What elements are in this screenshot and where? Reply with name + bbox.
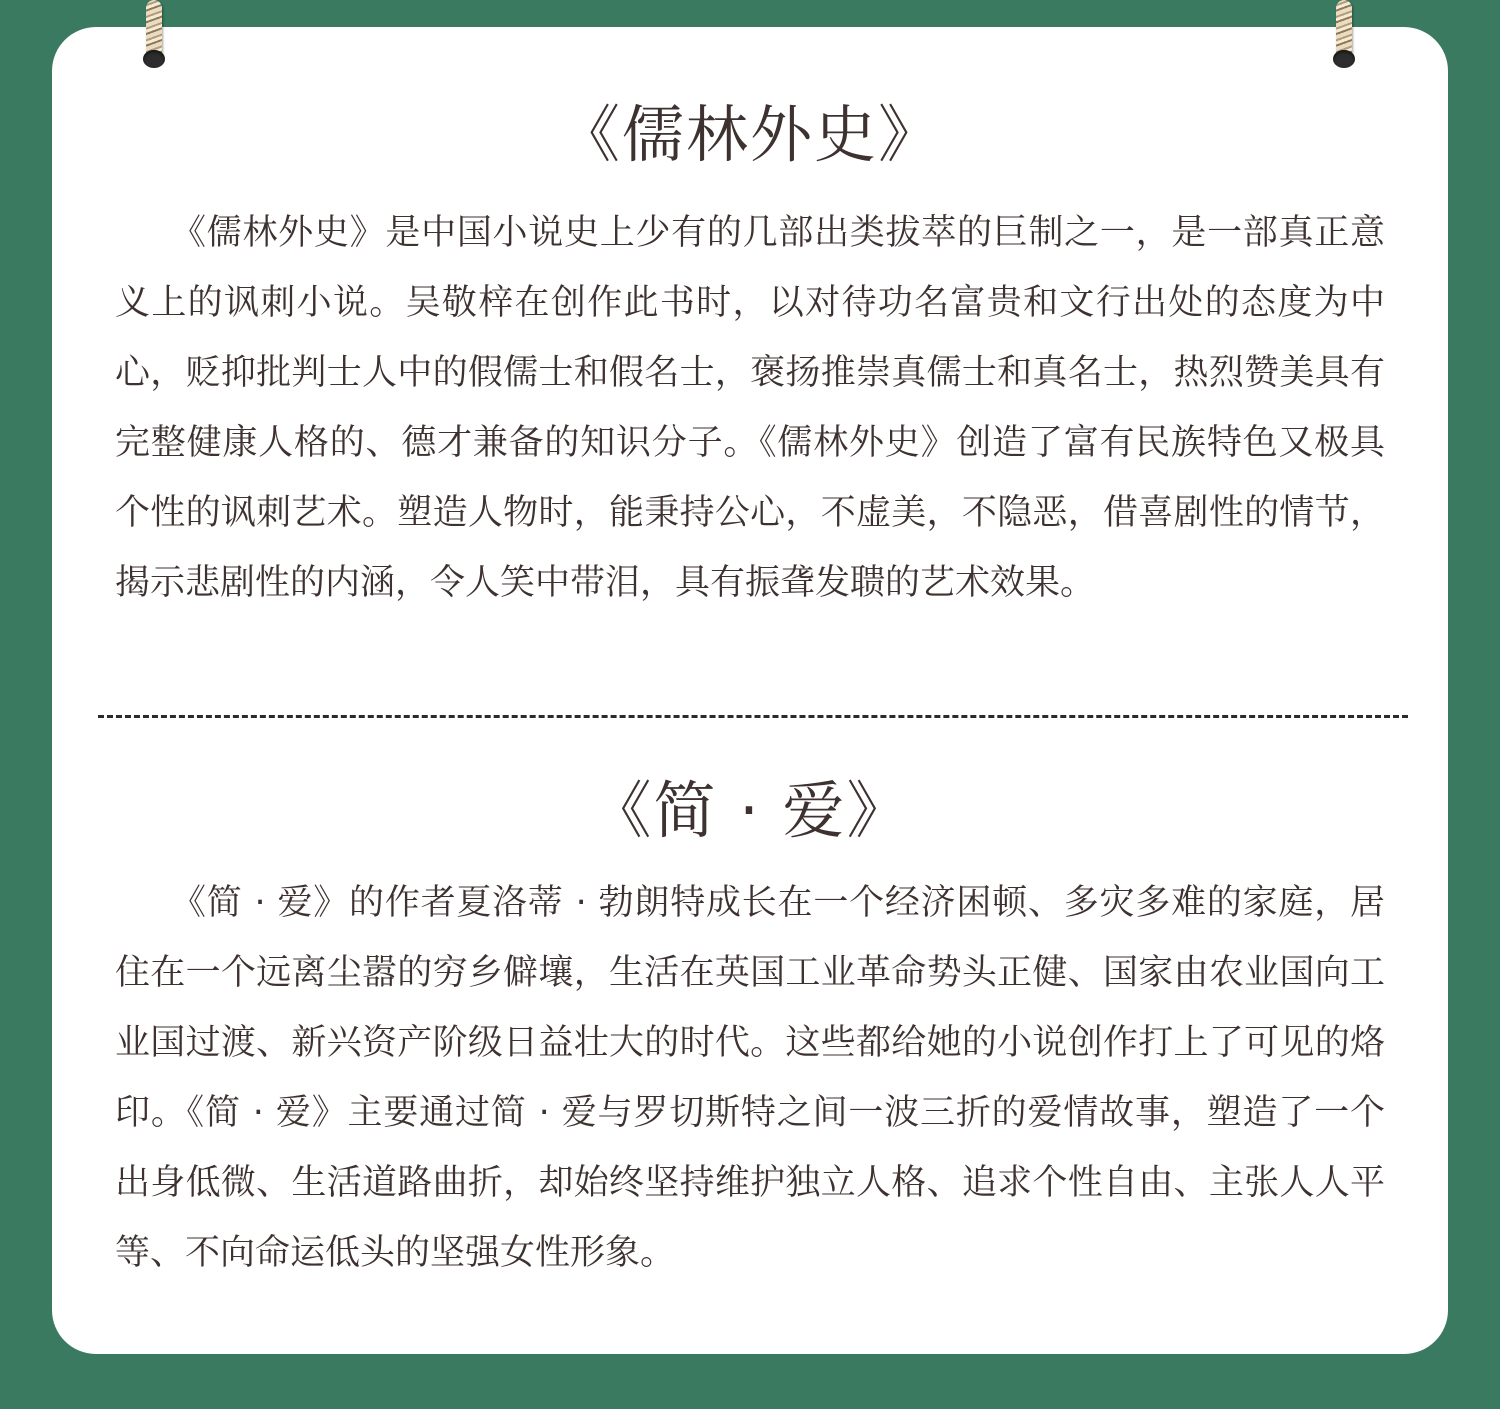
rope-hole-left bbox=[143, 50, 165, 68]
section-title-rulin: 《儒林外史》 bbox=[557, 98, 942, 171]
rope-hole-right bbox=[1333, 50, 1355, 68]
section-paragraph-jane-eyre: 《简 · 爱》的作者夏洛蒂 · 勃朗特成长在一个经济困顿、多灾多难的家庭，居住在一个远离尘嚣的穷乡僻壤，生活在英国工业革命势头正健、国家由农业国向工业国过渡、新兴资产阶级日益壮大的时代。这些都给她的小说创作打上了可见的烙印。《简 · 爱》主要通过简 · 爱与罗切斯特之间一波三折的爱情故事，塑造了一个出身低微、生活道路曲折，却始终坚持维护独立人格、追求个性自由、主张人人平等、不向命运低头的坚强女性形象。 bbox=[115, 883, 1385, 1273]
section-paragraph-rulin: 《儒林外史》是中国小说史上少有的几部出类拔萃的巨制之一，是一部真正意义上的讽刺小说。吴敬梓在创作此书时，以对待功名富贵和文行出处的态度为中心，贬抑批判士人中的假儒士和假名士，褒扬推崇真儒士和真名士，热烈赞美具有完整健康人格的、德才兼备的知识分子。《儒林外史》创造了富有民族特色又极具个性的讽刺艺术。塑造人物时，能秉持公心，不虚美，不隐恶，借喜剧性的情节，揭示悲剧性的内涵，令人笑中带泪，具有振聋发聩的艺术效果。 bbox=[115, 213, 1385, 603]
dashed-divider bbox=[98, 715, 1408, 718]
section-title-jane-eyre: 《简 · 爱》 bbox=[589, 774, 911, 847]
